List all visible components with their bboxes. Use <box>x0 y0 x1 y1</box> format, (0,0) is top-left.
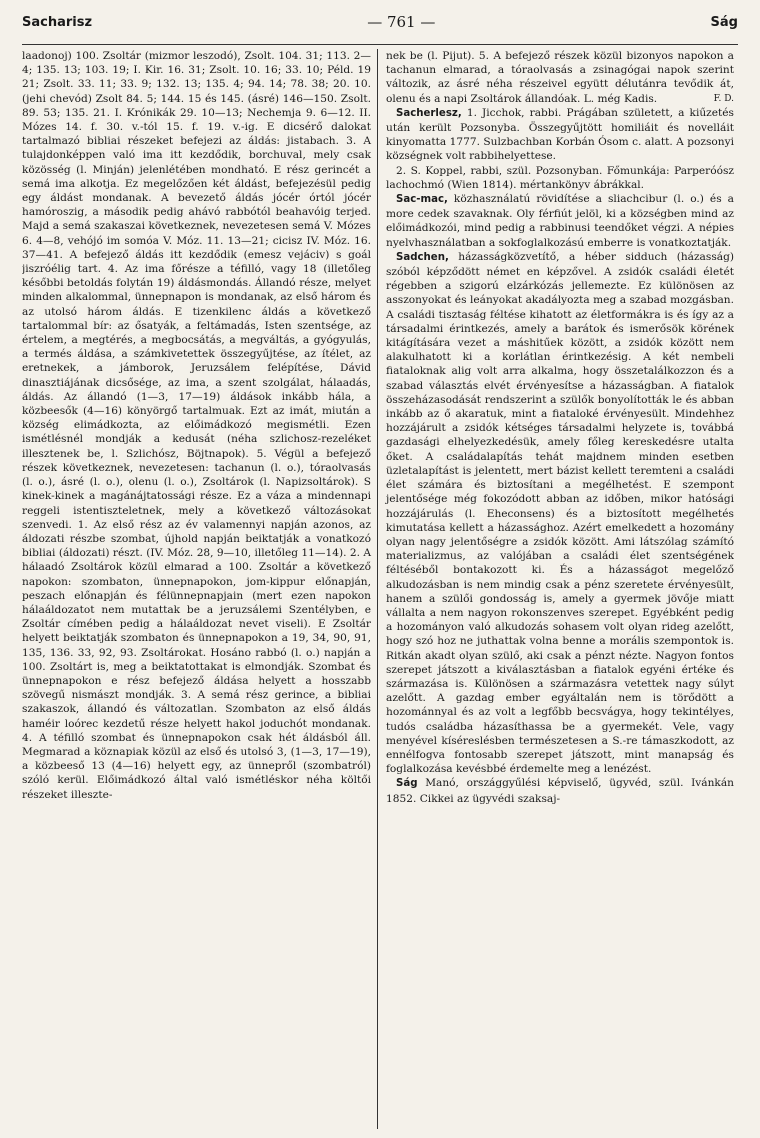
left-paragraph: laadonoj) 100. Zsoltár (mizmor leszodó), Zsolt. 104. 31; 113. 2—4; 135. 13; 103. 19; I. Kir. 16. 31; Zsolt. 10. 16; 33. 10; Péld. 19 21; Zsolt. 33. 11; 33. 9; 132. 13; 135. 4; 94. 14; 78. 38; 20. 10. (jehi chevód) Zsolt 84. 5; 144. 15 és 145. (ásré) 146—150. Zsolt. 89. 53; 135. 21. I. Krónikák 29. 10—13; Nechemja 9. 6—12. II. Mózes 14. f. 30. v.-tól 15. f. 19. v.-ig. E dicsérő dalokat tartalmazó bibliai részeket befejezi az áldás: jistabach. 3. A tulajdonképpen való ima itt kezdődik, borchuval, mely csak közösség (l. Minján) jelenlétében mondható. E rész gerincét a semá ima alkotja. Ez megelőzően két áldást, befejezésül pedig egy áldást mondanak. A bevezető áldás jócér órtól jócér hamóroszig, a második pedig ahávó rabbótól beahavóig terjed. Majd a semá szakaszai következnek, nevezetesen semá V. Mózes 6. 4—8, vehójó im somóa V. Móz. 11. 13—21; cicisz IV. Móz. 16. 37—41. A befejező áldás itt kezdődik (emesz vejáciv) s goál jiszróélig tart. 4. Az ima főrésze a téfilló, vagy 18 (illetőleg későbbi betoldás folytán 19) áldásmondás. Állandó része, melyet minden alkalommal, ünnepnapon is mondanak, az első három és az utolsó három áldás. E tizenkilenc áldás a következő tartalommal bír: az ősatyák, a feltámadás, Isten szentsége, az értelem, a megtérés, a megbocsátás, a megváltás, a gyógyulás, a termés áldása, a számkivetettek összegyűjtése, az ítélet, az eretnekek, a jámborok, Jeruzsálem felépítése, Dávid dinasztiájának dicsősége, az ima, a szent szolgálat, hálaadás, áldás. Az állandó (1—3, 17—19) áldások inkább hála, a közbeesők (4—16) könyörgő tartalmuak. Ezt az imát, miután a község elimádkozta, az előimádkozó megismétli. Ezen ismétlésnél mondják a kedusát (néha szlichosz-rezeléket illesztenek be, l. Szlichósz, Böjtnapok). 5. Végül a befejező részek következnek, nevezetesen: tachanun (l. o.), tóraolvasás (l. o.), ásré (l. o.), olenu (l. o.), Zsoltárok (l. Napizsoltárok). S kinek-kinek a magánájtatossági része. Ez a váza a mindennapi reggeli istentiszteletnek, mely a következő változásokat szenvedi. 1. Az első rész az év valamennyi napján azonos, az áldozati részbe szombat, újhold napján beiktatják a vonatkozó bibliai (áldozati) részt. (IV. Móz. 28, 9—10, illetőleg 11—14). 2. A hálaadó Zsoltárok közül elmarad a 100. Zsoltár a következő napokon: szombaton, ünnepnapokon, jom-kippur előnapján, peszach előnapján és félünnepnapjain (mert ezen napokon hálaáldozatot nem mutattak be a jeruzsálemi Szentélyben, e Zsoltár címében pedig a hálaáldozat nevet viseli). E Zsoltár helyett beiktatják szombaton és ünnepnapokon a 19, 34, 90, 91, 135, 136. 33, 92, 93. Zsoltárokat. Hosáno rabbó (l. o.) napján a 100. Zsoltárt is, meg a beiktatottakat is elmondják. Szombat és ünnepnapokon e rész befejező áldása helyett a hosszabb szövegű nismászt mondják. 3. A semá rész gerince, a bibliai szakaszok, állandó és változatlan. Szombaton az első áldás haméir loórec kezdetű része helyett hakol joduchót mondanak. 4. A téfilló szombat és ünnepnapokon csak hét áldásból áll. Megmarad a köznapiak közül az első és utolsó 3, (1—3, 17—19), a közbeeső 13 (4—16) helyett egy, az ünnepről (szombatról) szóló kerül. Előimádkozó által való ismétléskor néha költői részeket illeszte- <box>22 50 371 801</box>
left-column <box>22 49 378 1129</box>
entry-text: 2. S. Koppel, rabbi, szül. Pozsonyban. Főmunkája: Parperóósz lachochmó (Wien 1814). mértankönyv ábrákkal. <box>386 164 734 191</box>
entry-text: nek be (l. Pijut). 5. A befejező részek közül bizonyos napokon a tachanun elmarad, a tóraolvasás a zsinagógai napok szerint változik, az ásré néha részeivel együtt délutánra tevődik át, olenu és a napi Zsoltárok állandóak. L. még Kadis. <box>386 50 734 105</box>
entry-headword: Sac-mac, <box>396 194 448 206</box>
entry-headword: Sacherlesz, <box>396 107 462 119</box>
right-column <box>378 49 734 1129</box>
header-right-word: Ság <box>710 14 738 30</box>
entry-headword: Ság <box>396 778 418 790</box>
entry-paragraph <box>386 49 734 106</box>
entry-text: házasságközvetítő, a héber sidduch (házasság) szóból képződött német en képzővel. A zsidók családi életét régebben a szigorú elzárkózás jellemezte. Ez különösen az asszonyokat és leányokat akadályozta meg a szabad mozgásban. A családi tisztaság féltése kihatott az életformákra is és így az a társadalmi érintkezés, amely a barátok és ismerősök körének kitágítására vezet a máshitűek között, a zsidók között nem alakulhatott ki a korlátlan érintkezésig. A két nembeli fiataloknak alig volt arra alkalma, hogy összetalálkozzon és a szabad választás elvét érvényesítse a házasságban. A fiatalok összeházasodását rendszerint a szülők bonyolították le és abban inkább az ő akaratuk, mint a fiataloké érvényesült. Mindehhez hozzájárult a zsidók kétséges társadalmi helyzete is, továbbá gazdasági elhelyezkedésük, amely főleg kereskedésre utalta őket. A családalapítás tehát majdnem minden esetben üzletalapítást is jelentett, mert bázist kellett teremteni a családi élet számára és biztosítani a megélhetést. E szempont jelentősége még fokozódott abban az időben, mikor hatósági hozzájárulás (l. Eheconsens) és a biztosított megélhetés kimutatása kellett a házassághoz. Azért emelkedett a hozomány olyan nagy jelentőségre a zsidók között. Ami látszólag számító materializmus, az valójában a családi élet szentségének féltéséből bontakozott ki. És a házasságot megelőző alkudozásban is nem mindig csak a pénz szeretete érvényesült, hanem a szülői gondosság is, amely a gyermek jövője miatt vállalta a nem nagyon rokonszenves szerepet. Egyébként pedig a hozományon való alkudozás sohasem volt olyan rideg azelőtt, hogy szó hoz ne juthattak volna benne a morális szempontok is. Ritkán akadt olyan szülő, aki csak a pénzt nézte. Nagyon fontos szerepet játszott a kiválasztásban a fiatalok egyéni értéke és származása is. Különösen a származásra vetettek nagy súlyt azelőtt. A gazdag ember egyáltalán nem is törődött a hozománnyal és az volt a legfőbb becsvágya, hogy tekintélyes, tudós családba házasíthassa be a gyermekét. Vele, vagy menyével kíséreslésben természetesen a S.-re támaszkodott, az ennélfogva fontosabb szerepet játszott, mint manapság és foglalkozása kevésbbé érdemelte meg a lenézést. <box>386 250 734 776</box>
header-left-word: Sacharisz <box>22 14 93 30</box>
entry-text: közhasználatú rövidítése a sliachcibur (l. o.) és a more cedek szavaknak. Oly férfiút jelöl, ki a községben mind az előimádkozói, mind pedig a rabbinusi teendőket végzi. A népies nyelvhasználatban a sokfoglalkozású emberre is vonatkoztatják. <box>386 193 734 249</box>
page-number: — 761 — <box>367 13 436 31</box>
entry-paragraph <box>386 192 734 250</box>
entry-paragraph <box>386 164 734 192</box>
running-header <box>22 0 738 45</box>
entry-text: 1. Jicchok, rabbi. Prágában született, a kiűzetés után került Pozsonyba. Összegyűjtött homiliáit és novelláit kinyomatta 1777. Sulzbachban Korbán Ósom c. alatt. A pozsonyi községnek volt rabbihelyettese. <box>386 106 734 163</box>
entry-paragraph <box>386 250 734 777</box>
entry-paragraph <box>386 106 734 164</box>
author-signature: F. D. <box>713 93 734 104</box>
entry-text: Manó, országgyűlési képviselő, ügyvéd, szül. Ivánkán 1852. Cikkei az ügyvédi szaksaj- <box>386 777 734 805</box>
two-column-body <box>22 49 744 1129</box>
entry-paragraph <box>386 776 734 805</box>
entry-headword: Sadchen, <box>396 251 449 263</box>
